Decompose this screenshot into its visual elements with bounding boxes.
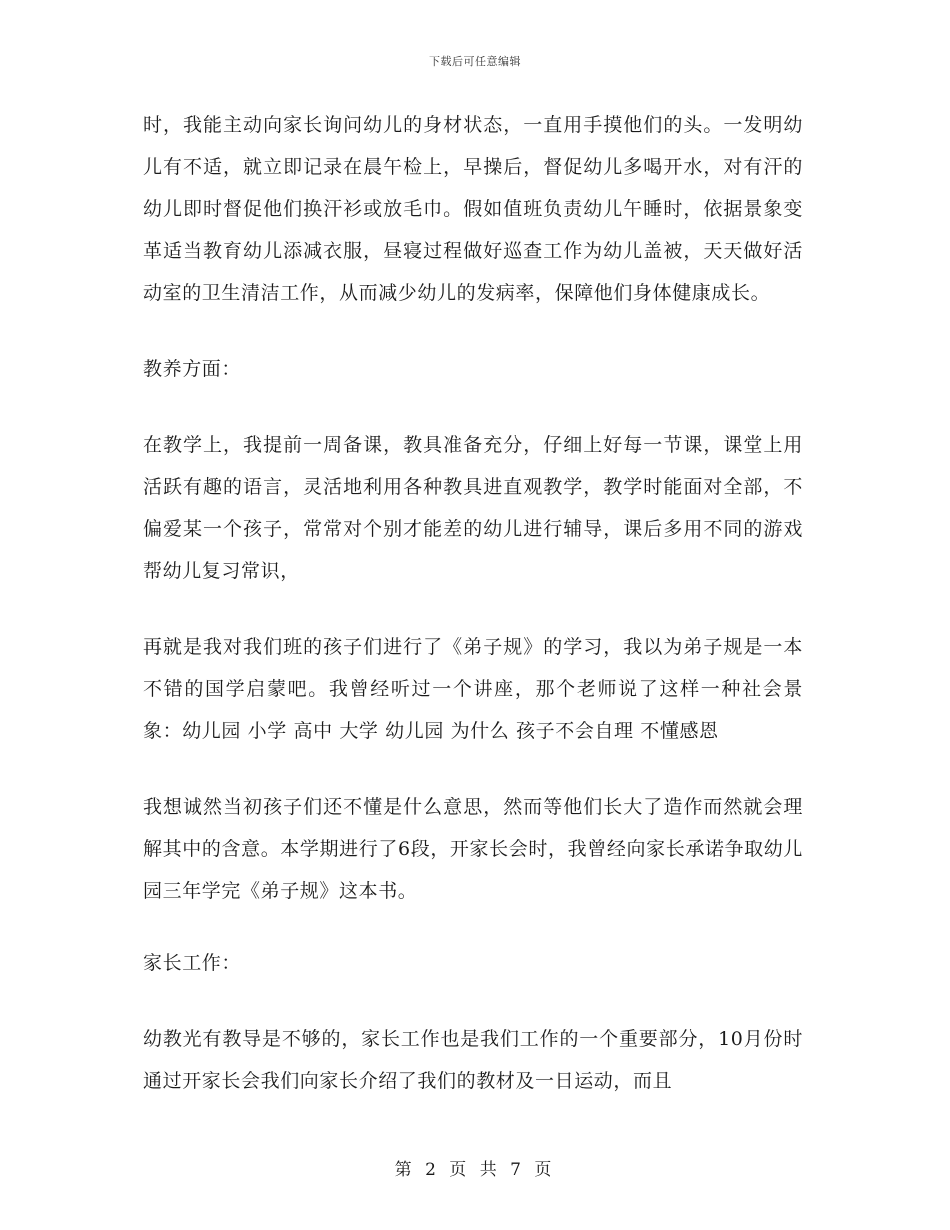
page-header-note: 下载后可任意编辑 bbox=[429, 55, 521, 68]
paragraph-understanding: 我想诚然当初孩子们还不懂是什么意思，然而等他们长大了造作而然就会理解其中的含意。本学期进行了6段，开家长会时，我曾经向家长承诺争取幼儿园三年学完《弟子规》这本书。 bbox=[143, 796, 803, 902]
paragraph-teaching: 在教学上，我提前一周备课，教具准备充分，仔细上好每一节课，课堂上用活跃有趣的语言，灵活地利用各种教具进直观教学，教学时能面对全部，不偏爱某一个孩子，常常对个别才能差的幼儿进行辅导，课后多用不同的游戏帮幼儿复习常识， bbox=[143, 434, 803, 582]
document-body bbox=[143, 104, 803, 1102]
paragraph-parent-work: 幼教光有教导是不够的，家长工作也是我们工作的一个重要部分，10月份时通过开家长会我们向家长介绍了我们的教材及一日运动，而且 bbox=[143, 1028, 803, 1092]
section-heading-education: 教养方面： bbox=[143, 358, 242, 380]
paragraph-health-care: 时，我能主动向家长询问幼儿的身材状态，一直用手摸他们的头。一发明幼儿有不适，就立即记录在晨午检上，早操后，督促幼儿多喝开水，对有汗的幼儿即时督促他们换汗衫或放毛巾。假如值班负责幼儿午睡时，依据景象变革适当教育幼儿添减衣服，昼寝过程做好巡查工作为幼儿盖被，天天做好活动室的卫生清洁工作，从而减少幼儿的发病率，保障他们身体健康成长。 bbox=[143, 114, 803, 304]
page-number-footer: 第 2 页 共 7 页 bbox=[394, 1160, 556, 1180]
section-heading-parents: 家长工作： bbox=[143, 952, 242, 974]
paragraph-dizigui: 再就是我对我们班的孩子们进行了《弟子规》的学习，我以为弟子规是一本不错的国学启蒙吧。我曾经听过一个讲座，那个老师说了这样一种社会景象：幼儿园 小学 高中 大学 幼儿园 为什么 孩子不会自理 不懂感恩 bbox=[143, 636, 803, 742]
